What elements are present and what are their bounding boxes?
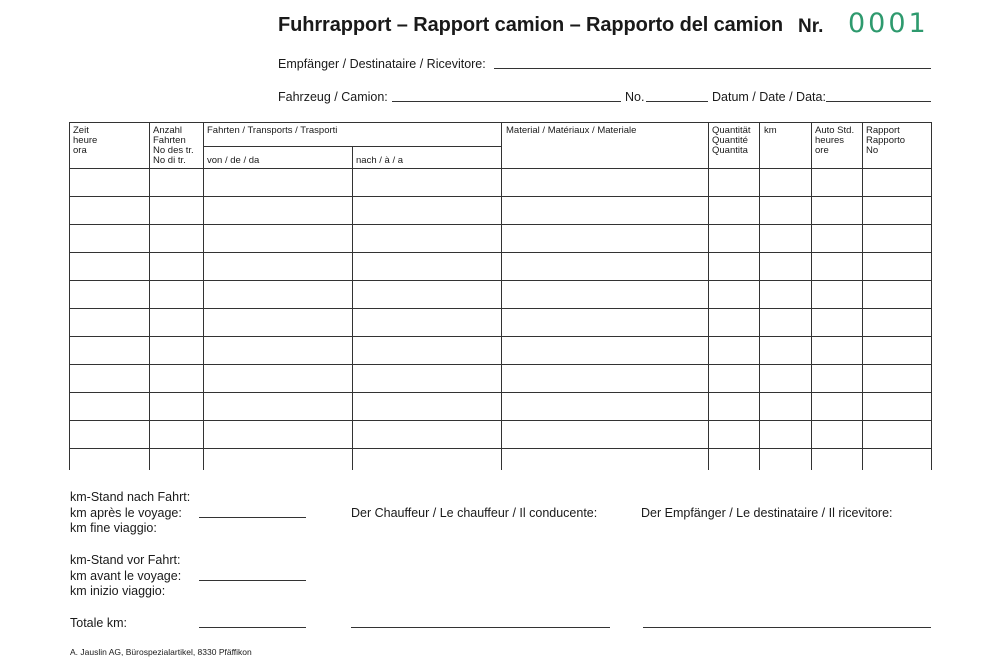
table-column-divider	[759, 122, 760, 470]
vehicle-label: Fahrzeug / Camion:	[278, 90, 388, 104]
column-header-time: Zeit heure ora	[73, 125, 98, 156]
recipient-signature-label: Der Empfänger / Le destinataire / Il ricevitore:	[641, 506, 893, 520]
table-column-divider	[352, 146, 353, 470]
recipient-signature-field[interactable]	[643, 627, 931, 628]
column-header-hours: Auto Std. heures ore	[815, 125, 855, 156]
date-label: Datum / Date / Data:	[712, 90, 826, 104]
column-header-report: Rapport Rapporto No	[866, 125, 906, 156]
table-column-divider	[811, 122, 812, 470]
number-field-label: No.	[625, 90, 645, 104]
column-header-from: von / de / da	[207, 155, 260, 166]
table-column-divider	[149, 122, 150, 470]
driver-signature-field[interactable]	[351, 627, 610, 628]
km-after-field[interactable]	[199, 517, 306, 518]
column-header-trip-count: Anzahl Fahrten No des tr. No di tr.	[153, 125, 194, 166]
date-field[interactable]	[826, 101, 931, 102]
table-column-divider	[203, 122, 204, 470]
table-column-divider	[69, 122, 70, 470]
km-after-label: km-Stand nach Fahrt: km après le voyage: km fine viaggio:	[70, 490, 191, 535]
table-column-divider	[931, 122, 932, 470]
vehicle-field[interactable]	[392, 101, 621, 102]
publisher-note: A. Jauslin AG, Bürospezialartikel, 8330 Pfäffikon	[70, 647, 252, 657]
recipient-label: Empfänger / Destinataire / Ricevitore:	[278, 57, 486, 71]
column-header-quantity: Quantität Quantité Quantita	[712, 125, 751, 156]
form-number: 0001	[848, 8, 929, 39]
column-header-km: km	[764, 125, 777, 136]
column-header-material: Material / Matériaux / Materiale	[506, 125, 637, 136]
km-before-label: km-Stand vor Fahrt: km avant le voyage: km inizio viaggio:	[70, 553, 182, 598]
total-km-label: Totale km:	[70, 616, 127, 630]
number-field[interactable]	[646, 101, 708, 102]
km-before-field[interactable]	[199, 580, 306, 581]
table-column-divider	[708, 122, 709, 470]
recipient-field[interactable]	[494, 68, 931, 69]
form-title: Fuhrrapport – Rapport camion – Rapporto del camion	[278, 14, 784, 36]
number-label: Nr.	[798, 16, 824, 37]
table-column-divider	[862, 122, 863, 470]
column-header-to: nach / à / a	[356, 155, 404, 166]
driver-signature-label: Der Chauffeur / Le chauffeur / Il conducente:	[351, 506, 598, 520]
table-column-divider	[501, 122, 502, 470]
column-header-trips: Fahrten / Transports / Trasporti	[207, 125, 338, 136]
total-km-field[interactable]	[199, 627, 306, 628]
